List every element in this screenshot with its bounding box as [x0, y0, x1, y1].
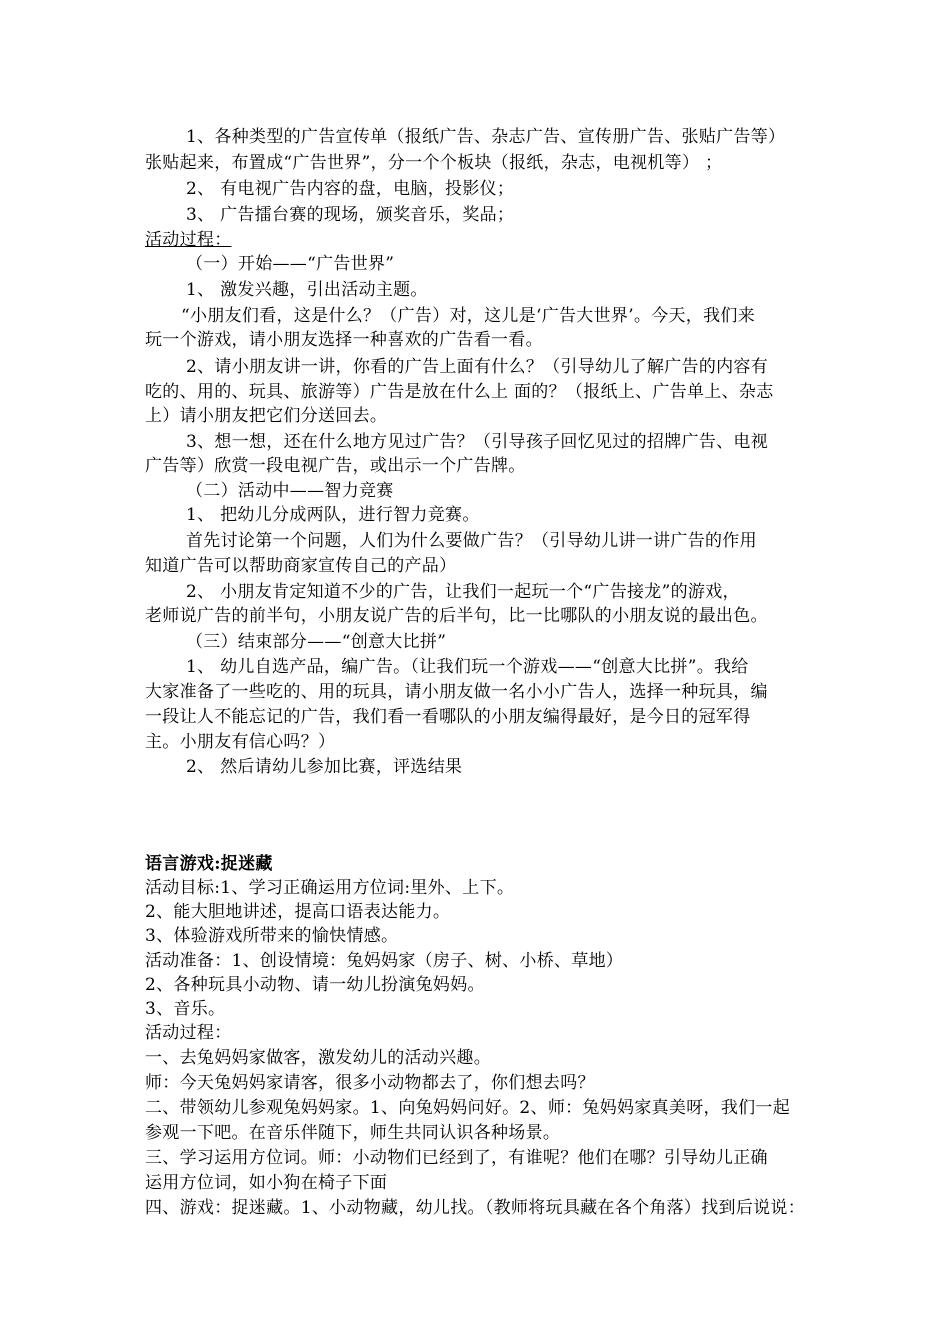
process-line: “小朋友们看，这是什么？（广告）对，这儿是‘广告大世界’。今天，我们来: [181, 306, 755, 326]
process-line: （三）结束部分——“创意大比拼”: [186, 632, 447, 652]
section2-line: 2、各种玩具小动物、请一幼儿扮演兔妈妈。: [145, 975, 485, 995]
process-line: 老师说广告的前半句，小朋友说广告的后半句，比一比哪队的小朋友说的最出色。: [145, 606, 768, 626]
section2-line: 运用方位词，如小狗在椅子下面: [145, 1173, 388, 1193]
section2-line: 三、学习运用方位词。师：小动物们已经到了，有谁呢？他们在哪？引导幼儿正确: [145, 1148, 768, 1168]
section-title: 语言游戏:捉迷藏: [145, 854, 273, 874]
process-heading: 活动过程：: [145, 230, 232, 250]
process-line: 2、 然后请幼儿参加比赛，评选结果: [186, 757, 463, 777]
process-line: （一）开始——“广告世界”: [186, 254, 395, 274]
process-line: （二）活动中——智力竞赛: [186, 481, 394, 501]
section2-line: 师：今天兔妈妈家请客，很多小动物都去了，你们想去吗？: [145, 1073, 595, 1093]
process-line: 知道广告可以帮助商家宣传自己的产品）: [145, 556, 457, 576]
section2-line: 二、带领幼儿参观兔妈妈家。1、向兔妈妈问好。2、师：兔妈妈家真美呀，我们一起: [145, 1098, 791, 1118]
section2-line: 2、能大胆地讲述，提高口语表达能力。: [145, 902, 451, 922]
process-line: 1、 把幼儿分成两队，进行智力竞赛。: [186, 505, 480, 525]
section2-line: 活动过程：: [145, 1023, 232, 1043]
process-line: 一段让人不能忘记的广告，我们看一看哪队的小朋友编得最好，是今日的冠军得: [145, 707, 751, 727]
process-line: 3、想一想，还在什么地方见过广告？（引导孩子回忆见过的招牌广告、电视: [186, 432, 769, 452]
section2-line: 参观一下吧。在音乐伴随下，师生共同认识各种场景。: [145, 1123, 561, 1143]
process-line: 玩一个游戏，请小朋友选择一种喜欢的广告看一看。: [145, 330, 543, 350]
section2-line: 一、去兔妈妈家做客，激发幼儿的活动兴趣。: [145, 1048, 491, 1068]
process-line: 上）请小朋友把它们分送回去。: [145, 406, 388, 426]
process-line: 首先讨论第一个问题，人们为什么要做广告？（引导幼儿讲一讲广告的作用: [186, 531, 757, 551]
process-line: 广告等）欣赏一段电视广告，或出示一个广告牌。: [145, 456, 526, 476]
prep-line-2: 张贴起来，布置成“广告世界”，分一个个板块（报纸，杂志，电视机等） ；: [145, 153, 723, 173]
process-line: 1、 激发兴趣，引出活动主题。: [186, 280, 428, 300]
process-line: 2、请小朋友讲一讲，你看的广告上面有什么？（引导幼儿了解广告的内容有: [186, 357, 769, 377]
process-line: 大家准备了一些吃的、用的玩具，请小朋友做一名小小广告人，选择一种玩具，编: [145, 682, 768, 702]
process-line: 2、 小朋友肯定知道不少的广告，让我们一起玩一个“广告接龙”的游戏，: [186, 582, 740, 602]
section2-line: 四、游戏：捉迷藏。1、小动物藏，幼儿找。（教师将玩具藏在各个角落）找到后说说：: [145, 1198, 806, 1218]
section2-line: 3、音乐。: [145, 999, 226, 1019]
section2-line: 活动目标:1、学习正确运用方位词:里外、上下。: [145, 878, 515, 898]
prep-line-1: 1、各种类型的广告宣传单（报纸广告、杂志广告、宣传册广告、张贴广告等）: [186, 127, 786, 147]
process-line: 吃的、用的、玩具、旅游等）广告是放在什么上 面的？（报纸上、广告单上、杂志: [145, 382, 774, 402]
prep-line-3: 2、 有电视广告内容的盘，电脑，投影仪；: [186, 179, 515, 199]
section2-line: 活动准备：1、创设情境：兔妈妈家（房子、树、小桥、草地）: [145, 951, 624, 971]
section2-line: 3、体验游戏所带来的愉快情感。: [145, 926, 399, 946]
process-line: 1、 幼儿自选产品，编广告。（让我们玩一个游戏——“创意大比拼”。我给: [186, 657, 749, 677]
process-line: 主。小朋友有信心吗？）: [145, 732, 336, 752]
prep-line-4: 3、 广告擂台赛的现场，颁奖音乐，奖品；: [186, 205, 515, 225]
